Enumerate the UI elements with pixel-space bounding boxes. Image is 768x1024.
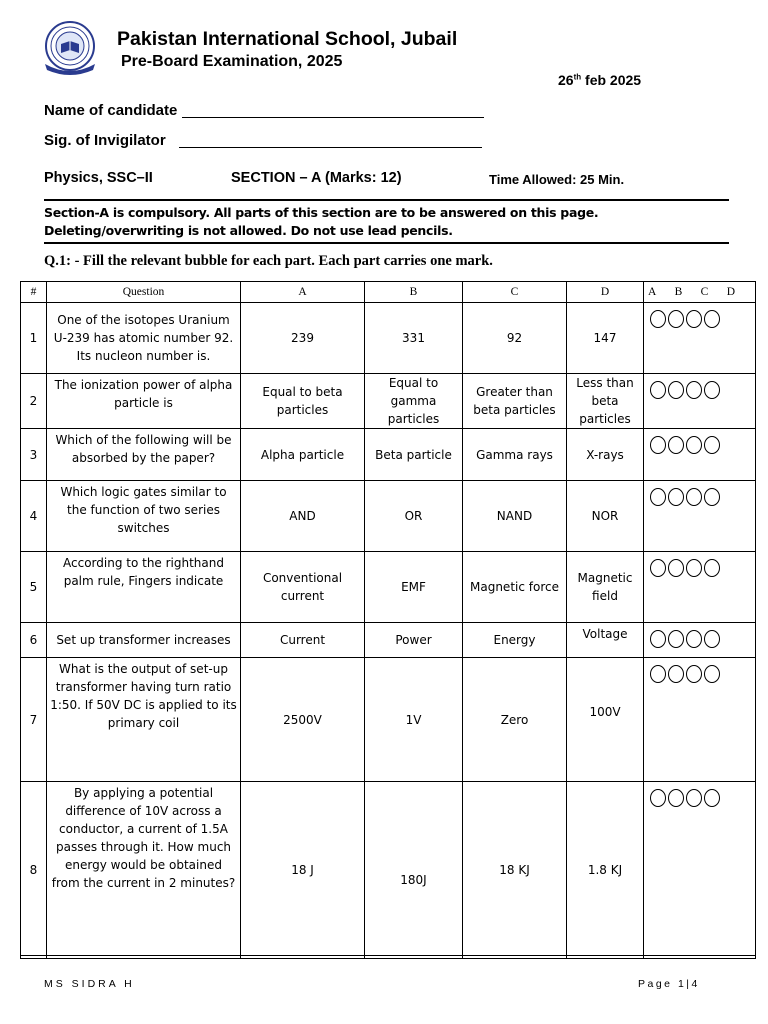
option-a: Equal to beta particles [241, 374, 365, 429]
answer-bubbles [644, 658, 756, 782]
row-number: 6 [21, 623, 47, 658]
answer-bubbles [644, 303, 756, 374]
bubble-b[interactable] [668, 630, 684, 648]
candidate-name-label: Name of candidate [44, 102, 178, 119]
header-option-a: A [241, 282, 365, 303]
bubble-header-d: D [726, 286, 735, 298]
option-c: Zero [463, 658, 567, 782]
date-month-year: feb 2025 [581, 72, 642, 88]
header-option-c: C [463, 282, 567, 303]
row-number: 5 [21, 552, 47, 623]
table-row [21, 658, 756, 782]
header-option-d: D [567, 282, 644, 303]
row-number: 2 [21, 374, 47, 429]
bubble-c[interactable] [686, 436, 702, 454]
option-d: NOR [567, 481, 644, 552]
bubble-header-c: C [700, 286, 709, 298]
option-d: Less than beta particles [567, 374, 644, 429]
bubble-d[interactable] [704, 559, 720, 577]
question-text: Which logic gates similar to the function of two series switches [47, 481, 241, 552]
exam-date [558, 72, 641, 88]
bubble-a[interactable] [650, 488, 666, 506]
option-d: 1.8 KJ [567, 782, 644, 959]
option-c: 92 [463, 303, 567, 374]
option-a: 18 J [241, 782, 365, 959]
bubble-header-labels [648, 286, 751, 298]
bubble-c[interactable] [686, 559, 702, 577]
footer-divider [20, 955, 755, 956]
header-bubbles [644, 282, 756, 303]
table-row [21, 623, 756, 658]
option-b: 1V [365, 658, 463, 782]
invigilator-signature-label: Sig. of Invigilator [44, 132, 166, 149]
answer-bubbles [644, 481, 756, 552]
table-row [21, 552, 756, 623]
header-number: # [21, 282, 47, 303]
option-c: 18 KJ [463, 782, 567, 959]
row-number: 1 [21, 303, 47, 374]
time-allowed-label: Time Allowed: 25 Min. [489, 172, 625, 187]
footer-author: MS SIDRA H [44, 978, 135, 990]
option-b: Power [365, 623, 463, 658]
question-text: By applying a potential difference of 10V across a conductor, a current of 1.5A passes through it. How much energy would be obtained from the current in 2 minutes? [47, 782, 241, 959]
row-number: 7 [21, 658, 47, 782]
bubble-a[interactable] [650, 789, 666, 807]
mcq-table [20, 281, 756, 959]
bubble-header-a: A [648, 286, 657, 298]
bubble-b[interactable] [668, 436, 684, 454]
table-row [21, 429, 756, 481]
answer-bubbles [644, 429, 756, 481]
bubble-d[interactable] [704, 630, 720, 648]
bubble-c[interactable] [686, 310, 702, 328]
option-a: Current [241, 623, 365, 658]
option-b: 331 [365, 303, 463, 374]
bubble-b[interactable] [668, 488, 684, 506]
footer-page-number: Page 1|4 [638, 978, 700, 990]
option-a: Conventional current [241, 552, 365, 623]
bubble-a[interactable] [650, 381, 666, 399]
bubble-d[interactable] [704, 665, 720, 683]
bubble-a[interactable] [650, 436, 666, 454]
date-day: 26 [558, 72, 574, 88]
option-b: Beta particle [365, 429, 463, 481]
bubble-b[interactable] [668, 310, 684, 328]
option-a: AND [241, 481, 365, 552]
option-c: Energy [463, 623, 567, 658]
row-number: 4 [21, 481, 47, 552]
candidate-name-line[interactable] [182, 117, 484, 118]
option-d: 147 [567, 303, 644, 374]
bubble-d[interactable] [704, 488, 720, 506]
option-c: Greater than beta particles [463, 374, 567, 429]
bubble-b[interactable] [668, 381, 684, 399]
bubble-c[interactable] [686, 488, 702, 506]
top-divider [44, 199, 729, 201]
invigilator-signature-line[interactable] [179, 147, 482, 148]
bubble-c[interactable] [686, 789, 702, 807]
date-suffix: th [573, 72, 582, 82]
option-b: EMF [365, 552, 463, 623]
bubble-c[interactable] [686, 630, 702, 648]
option-a: Alpha particle [241, 429, 365, 481]
row-number: 3 [21, 429, 47, 481]
bottom-divider [44, 242, 729, 244]
header-question: Question [47, 282, 241, 303]
answer-bubbles [644, 782, 756, 959]
bubble-c[interactable] [686, 665, 702, 683]
question-text: One of the isotopes Uranium U-239 has atomic number 92. Its nucleon number is. [47, 303, 241, 374]
bubble-d[interactable] [704, 381, 720, 399]
option-d: Voltage [567, 623, 644, 658]
table-row [21, 303, 756, 374]
question-heading: Q.1: - Fill the relevant bubble for each part. Each part carries one mark. [44, 253, 493, 269]
table-row [21, 481, 756, 552]
row-number: 8 [21, 782, 47, 959]
bubble-c[interactable] [686, 381, 702, 399]
bubble-a[interactable] [650, 630, 666, 648]
bubble-b[interactable] [668, 559, 684, 577]
option-c: Gamma rays [463, 429, 567, 481]
answer-bubbles [644, 623, 756, 658]
option-b: OR [365, 481, 463, 552]
school-logo [41, 20, 99, 76]
question-text: According to the righthand palm rule, Fingers indicate [47, 552, 241, 623]
option-a: 239 [241, 303, 365, 374]
question-text: Set up transformer increases [47, 623, 241, 658]
header-option-b: B [365, 282, 463, 303]
answer-bubbles [644, 552, 756, 623]
option-d: 100V [567, 658, 644, 782]
question-text: Which of the following will be absorbed by the paper? [47, 429, 241, 481]
option-b: 180J [365, 782, 463, 959]
subject-label: Physics, SSC–II [44, 170, 153, 186]
instructions: Section-A is compulsory. All parts of this section are to be answered on this page. Deleting/overwriting is not allowed. Do not use lead pencils. [44, 205, 599, 238]
bubble-b[interactable] [668, 789, 684, 807]
bubble-header-b: B [674, 286, 683, 298]
option-c: NAND [463, 481, 567, 552]
option-d: Magnetic field [567, 552, 644, 623]
exam-title: Pre-Board Examination, 2025 [121, 53, 343, 70]
bubble-b[interactable] [668, 665, 684, 683]
table-row [21, 374, 756, 429]
question-text: What is the output of set-up transformer having turn ratio 1:50. If 50V DC is applied to its primary coil [47, 658, 241, 782]
bubble-a[interactable] [650, 310, 666, 328]
bubble-d[interactable] [704, 436, 720, 454]
answer-bubbles [644, 374, 756, 429]
option-b: Equal to gamma particles [365, 374, 463, 429]
bubble-a[interactable] [650, 559, 666, 577]
bubble-d[interactable] [704, 789, 720, 807]
bubble-a[interactable] [650, 665, 666, 683]
option-a: 2500V [241, 658, 365, 782]
option-d: X-rays [567, 429, 644, 481]
table-row [21, 782, 756, 959]
school-name: Pakistan International School, Jubail [117, 28, 458, 50]
bubble-d[interactable] [704, 310, 720, 328]
option-c: Magnetic force [463, 552, 567, 623]
question-text: The ionization power of alpha particle is [47, 374, 241, 429]
section-label: SECTION – A (Marks: 12) [231, 170, 402, 186]
table-header-row [21, 282, 756, 303]
